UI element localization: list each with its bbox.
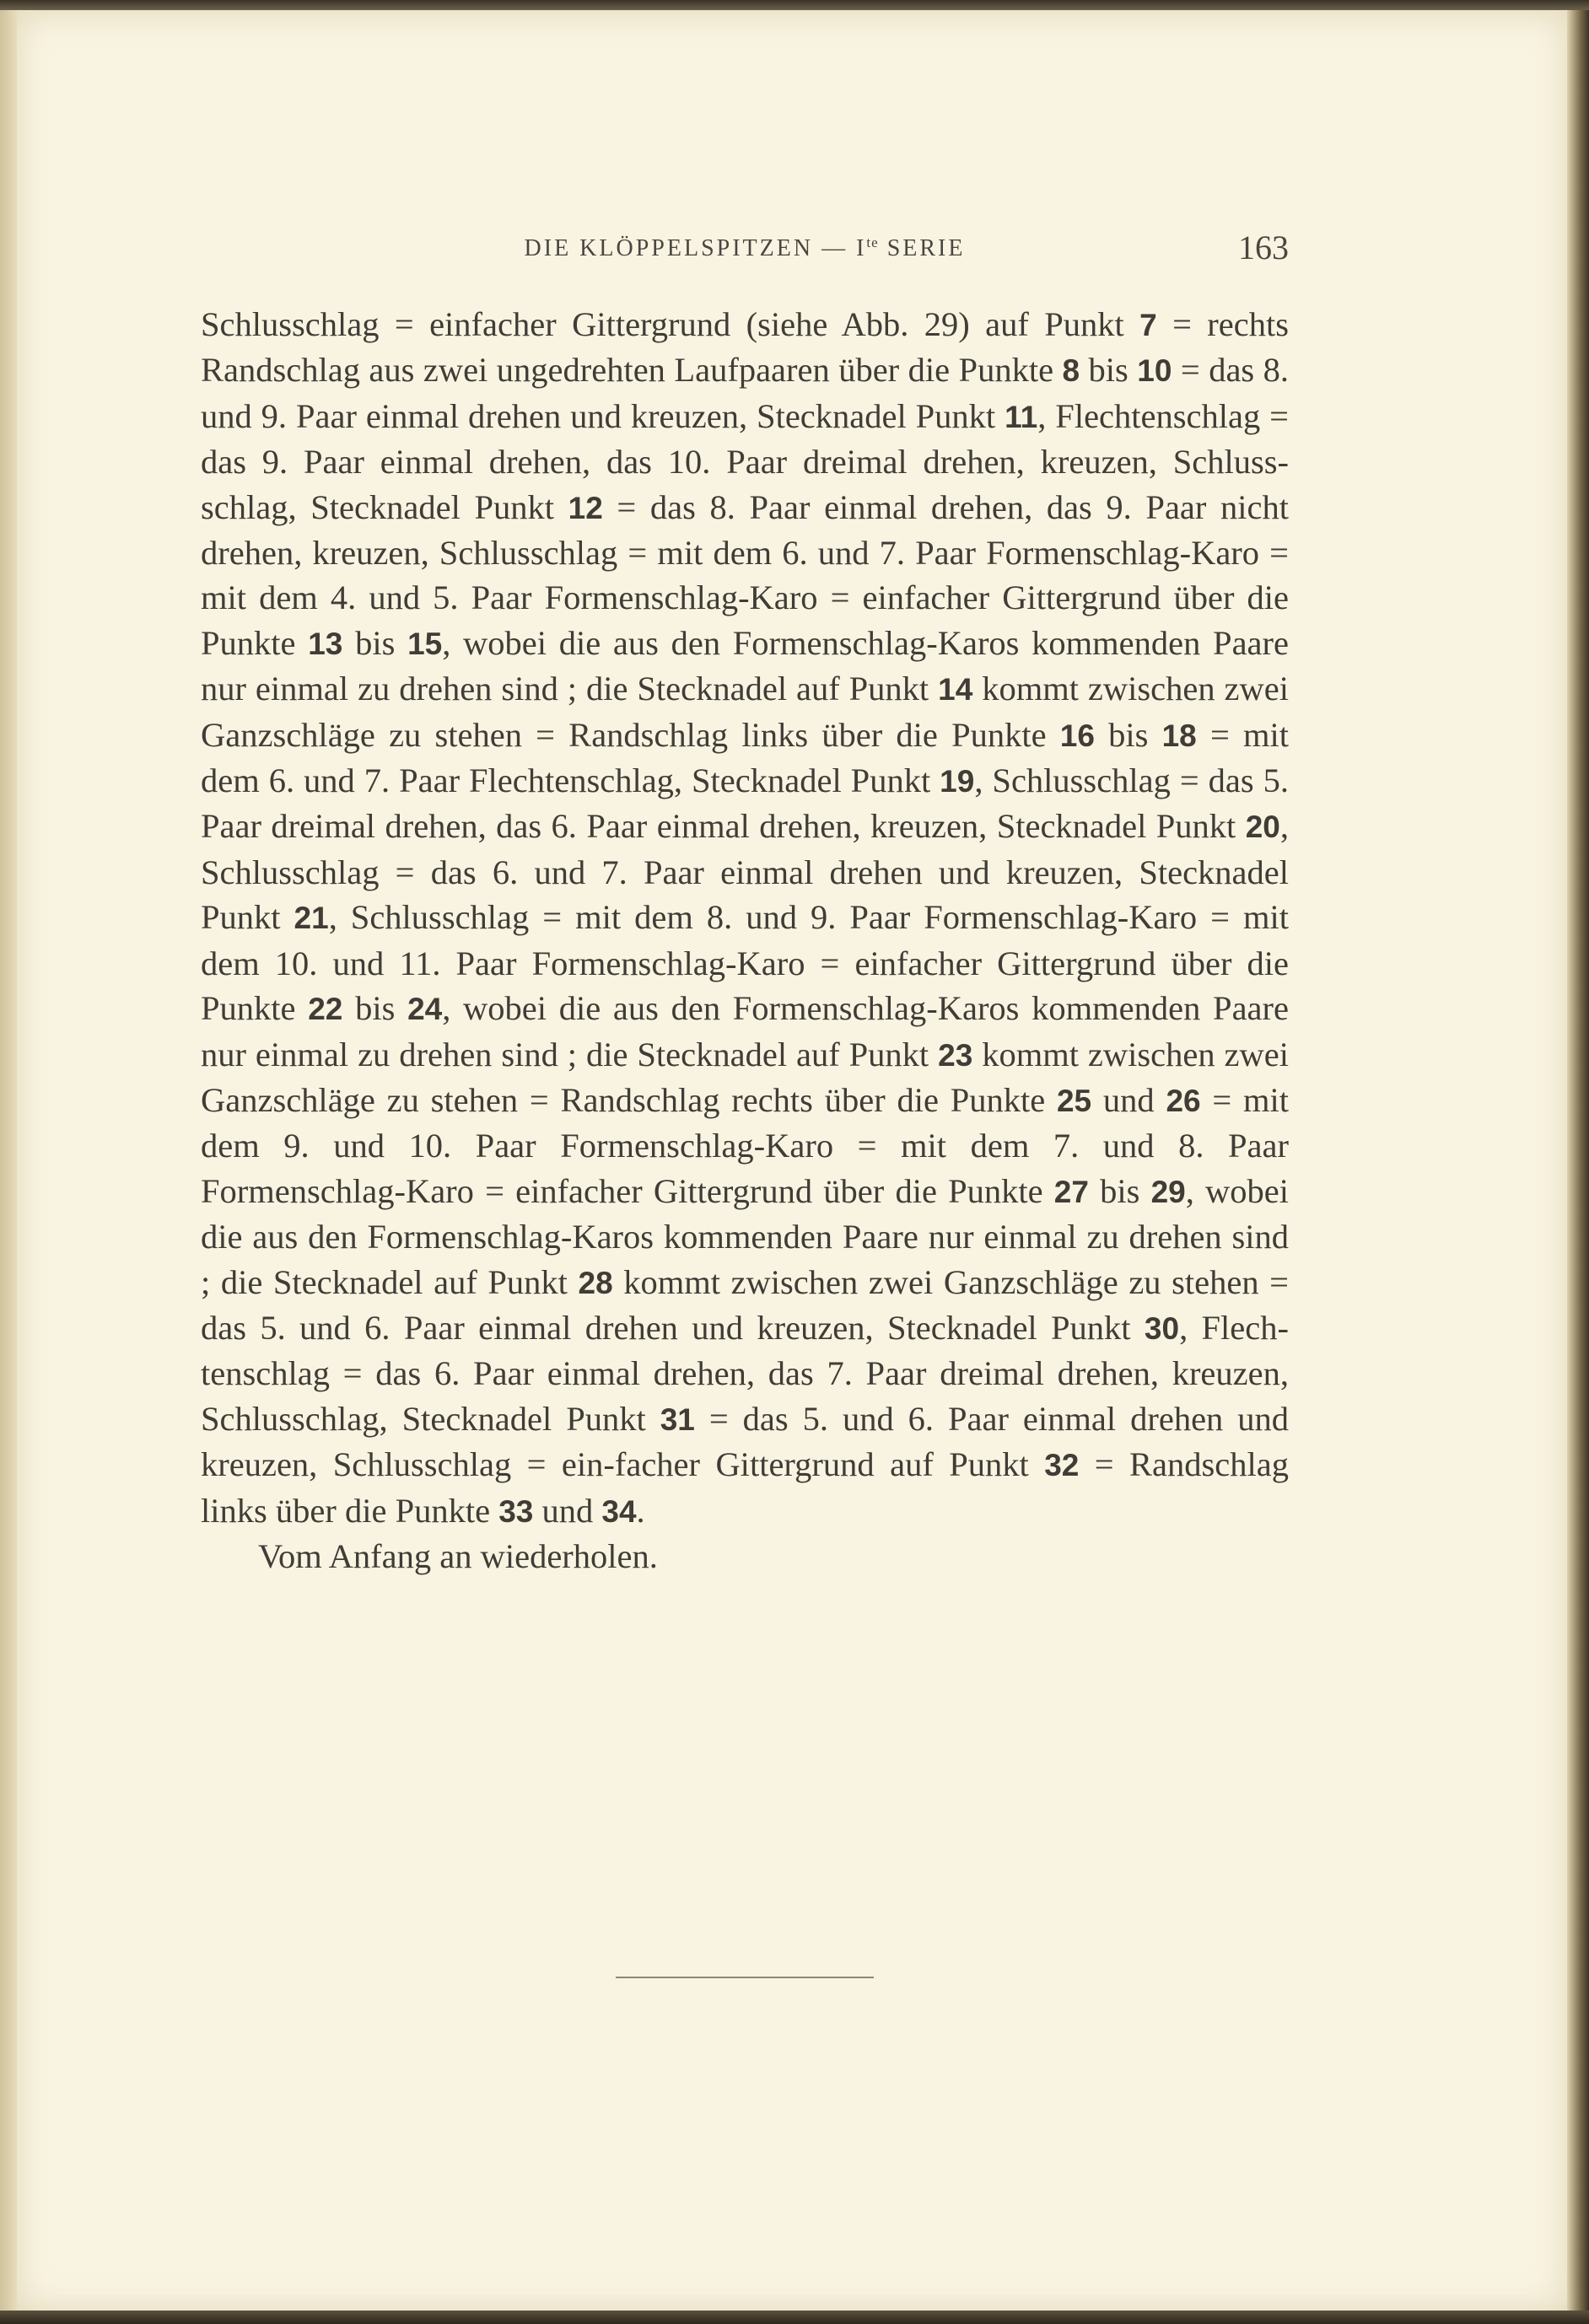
page-header	[201, 228, 1289, 270]
paragraph-repeat: Vom Anfang an wiederholen.	[258, 1536, 658, 1575]
point-number: 29	[1150, 1174, 1186, 1209]
point-number: 15	[407, 626, 443, 661]
page-number: 163	[1238, 229, 1289, 266]
point-number: 32	[1044, 1448, 1080, 1483]
end-rule	[616, 1977, 874, 1978]
point-number: 21	[294, 901, 329, 936]
point-number: 18	[1161, 718, 1197, 753]
point-number: 26	[1166, 1083, 1201, 1118]
point-number: 16	[1059, 718, 1095, 753]
point-number: 34	[601, 1493, 637, 1529]
point-number: 11	[1005, 399, 1038, 434]
point-number: 19	[940, 764, 975, 799]
point-number: 20	[1245, 810, 1280, 845]
point-number: 31	[660, 1401, 695, 1437]
paragraph-instructions: Schlusschlag = einfacher Gittergrund (siehe Abb. 29) auf Punkt 7 = rechts Randschlag aus zwei ungedrehten Laufpaaren über die Punkte 8 bis 10 = das 8. und 9. Paar einmal drehen und kreuzen, Stecknadel Punkt 11, Flechtenschlag = das 9. Paar einmal drehen, das 10. Paar dreimal drehen, kreuzen, Schluss-schlag, Stecknadel Punkt 12 = das 8. Paar einmal drehen, das 9. Paar nicht drehen, kreuzen, Schlusschlag = mit dem 6. und 7. Paar Formenschlag-Karo = mit dem 4. und 5. Paar Formenschlag-Karo = einfacher Gittergrund über die Punkte 13 bis 15, wobei die aus den Formenschlag-Karos kommenden Paare nur einmal zu drehen sind ; die Stecknadel auf Punkt 14 kommt zwischen zwei Ganzschläge zu stehen = Randschlag links über die Punkte 16 bis 18 = mit dem 6. und 7. Paar Flechtenschlag, Stecknadel Punkt 19, Schlusschlag = das 5. Paar dreimal drehen, das 6. Paar einmal drehen, kreuzen, Stecknadel Punkt 20, Schlusschlag = das 6. und 7. Paar einmal drehen und kreuzen, Stecknadel Punkt 21, Schlusschlag = mit dem 8. und 9. Paar Formenschlag-Karo = mit dem 10. und 11. Paar Formenschlag-Karo = einfacher Gittergrund über die Punkte 22 bis 24, wobei die aus den Formenschlag-Karos kommenden Paare nur einmal zu drehen sind ; die Stecknadel auf Punkt 23 kommt zwischen zwei Ganzschläge zu stehen = Randschlag rechts über die Punkte 25 und 26 = mit dem 9. und 10. Paar Formenschlag-Karo = mit dem 7. und 8. Paar Formenschlag-Karo = einfacher Gittergrund über die Punkte 27 bis 29, wobei die aus den Formenschlag-Karos kommenden Paare nur einmal zu drehen sind ; die Stecknadel auf Punkt 28 kommt zwischen zwei Ganzschläge zu stehen = das 5. und 6. Paar einmal drehen und kreuzen, Stecknadel Punkt 30, Flech-tenschlag = das 6. Paar einmal drehen, das 7. Paar dreimal drehen, kreuzen, Schlusschlag, Stecknadel Punkt 31 = das 5. und 6. Paar einmal drehen und kreuzen, Schlusschlag = ein-facher Gittergrund auf Punkt 32 = Randschlag links über die Punkte 33 und 34.	[201, 305, 1290, 1530]
point-number: 14	[938, 672, 973, 707]
point-number: 8	[1062, 353, 1080, 389]
running-title: DIE KLÖPPELSPITZEN — $I^{te}$ SERIE	[524, 234, 966, 261]
point-number: 28	[578, 1265, 613, 1300]
point-number: 24	[407, 992, 443, 1027]
point-number: 27	[1053, 1174, 1089, 1209]
point-number: 33	[498, 1493, 534, 1529]
right-page-edge	[1567, 10, 1589, 2311]
point-number: 23	[938, 1037, 973, 1073]
point-number: 10	[1137, 353, 1172, 389]
left-page-edge	[0, 10, 19, 2311]
point-number: 12	[568, 490, 603, 525]
bottom-page-edge	[0, 2311, 1589, 2324]
point-number: 7	[1139, 308, 1157, 342]
point-number: 22	[308, 992, 343, 1027]
point-number: 30	[1144, 1310, 1180, 1346]
top-page-edge	[0, 0, 1589, 10]
point-number: 25	[1056, 1083, 1092, 1118]
point-number: 13	[308, 626, 343, 661]
body-text	[201, 302, 1289, 1579]
